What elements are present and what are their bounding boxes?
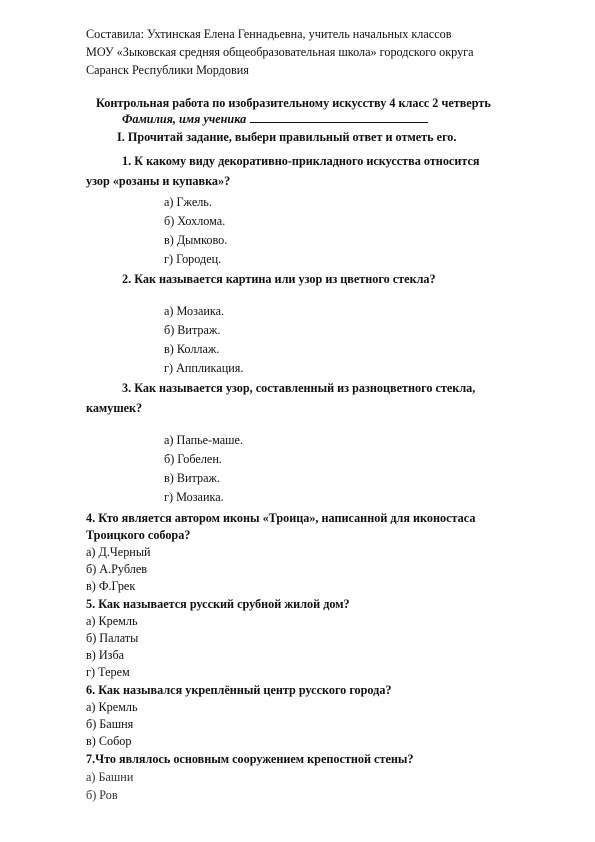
- question-4-option-c[interactable]: в) Ф.Грек: [86, 579, 136, 593]
- question-6-line1: 6. Как назывался укреплённый центр русского города?: [86, 683, 392, 697]
- question-3-option-c[interactable]: в) Витраж.: [164, 471, 220, 485]
- question-6-option-b[interactable]: б) Башня: [86, 717, 134, 731]
- question-3-option-b[interactable]: б) Гобелен.: [164, 452, 222, 466]
- question-1-option-b[interactable]: б) Хохлома.: [164, 214, 226, 228]
- question-2-option-c[interactable]: в) Коллаж.: [164, 342, 220, 356]
- question-7-option-b[interactable]: б) Ров: [86, 788, 118, 802]
- question-2-option-d[interactable]: г) Аппликация.: [164, 361, 244, 375]
- question-1-line1: 1. К какому виду декоративно-прикладного искусства относится: [122, 154, 480, 168]
- question-1-option-d[interactable]: г) Городец.: [164, 252, 222, 266]
- test-title: Контрольная работа по изобразительному искусству 4 класс 2 четверть: [96, 96, 491, 110]
- question-1-option-a[interactable]: а) Гжель.: [164, 195, 212, 209]
- question-4-line1: 4. Кто является автором иконы «Троица», написанной для иконостаса: [86, 511, 476, 525]
- student-name-row: [122, 112, 428, 127]
- question-3-option-a[interactable]: а) Папье-маше.: [164, 433, 243, 447]
- question-4-option-a[interactable]: а) Д.Черный: [86, 545, 151, 559]
- question-3-option-d[interactable]: г) Мозаика.: [164, 490, 224, 504]
- question-2-option-a[interactable]: а) Мозаика.: [164, 304, 225, 318]
- question-3-line1: 3. Как называется узор, составленный из разноцветного стекла,: [122, 381, 476, 395]
- header-school: МОУ «Зыковская средняя общеобразовательная школа» городского округа: [86, 45, 474, 59]
- question-7-option-a[interactable]: а) Башни: [86, 770, 134, 784]
- question-4-option-b[interactable]: б) А.Рублев: [86, 562, 148, 576]
- student-name-blank[interactable]: [250, 112, 428, 123]
- question-7-line1: 7.Что являлось основным сооружением крепостной стены?: [86, 752, 414, 766]
- question-5-line1: 5. Как называется русский срубной жилой дом?: [86, 597, 350, 611]
- question-2-option-b[interactable]: б) Витраж.: [164, 323, 221, 337]
- question-5-option-b[interactable]: б) Палаты: [86, 631, 139, 645]
- question-1-option-c[interactable]: в) Дымково.: [164, 233, 228, 247]
- question-6-option-a[interactable]: а) Кремль: [86, 700, 138, 714]
- section-instruction: I. Прочитай задание, выбери правильный ответ и отметь его.: [117, 130, 457, 144]
- header-author: Составила: Ухтинская Елена Геннадьевна, учитель начальных классов: [86, 27, 452, 41]
- question-6-option-c[interactable]: в) Собор: [86, 734, 132, 748]
- question-2-line1: 2. Как называется картина или узор из цветного стекла?: [122, 272, 436, 286]
- student-name-label: Фамилия, имя ученика: [122, 112, 247, 126]
- question-5-option-a[interactable]: а) Кремль: [86, 614, 138, 628]
- question-5-option-d[interactable]: г) Терем: [86, 665, 130, 679]
- question-5-option-c[interactable]: в) Изба: [86, 648, 125, 662]
- header-location: Саранск Республики Мордовия: [86, 63, 249, 77]
- question-1-line2: узор «розаны и купавка»?: [86, 174, 231, 188]
- question-3-line2: камушек?: [86, 401, 143, 415]
- question-4-line2: Троицкого собора?: [86, 528, 191, 542]
